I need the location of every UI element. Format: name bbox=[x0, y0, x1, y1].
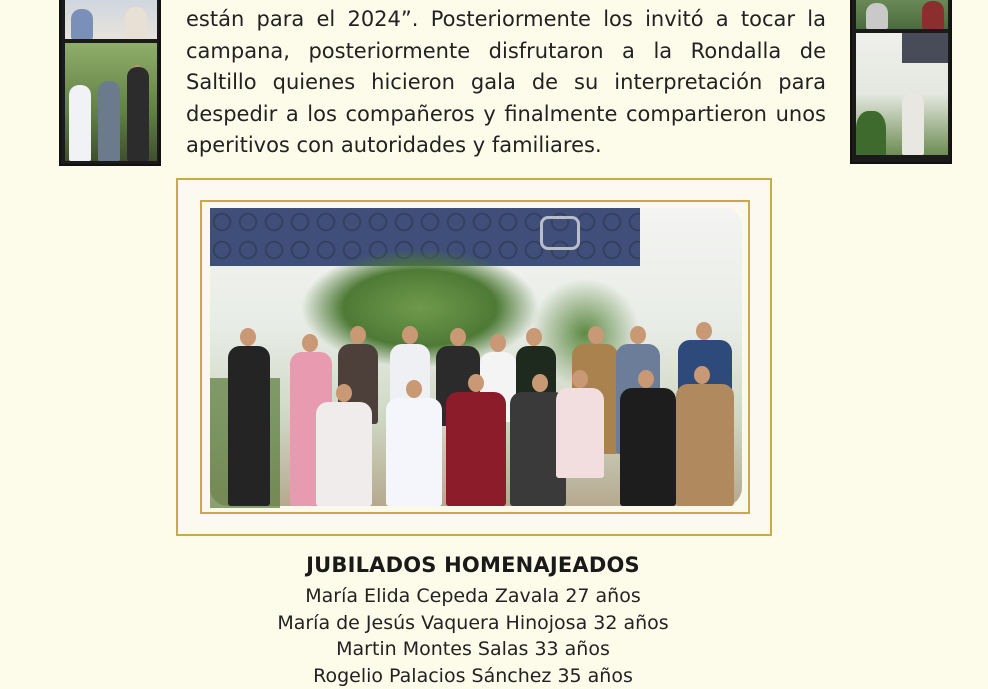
paragraph-line: despedir a los compañeros y finalmente compartieron unos bbox=[186, 99, 826, 131]
strip-photo bbox=[65, 0, 157, 39]
list-item: María de Jesús Vaquera Hinojosa 32 años bbox=[0, 610, 946, 637]
honorees-heading: JUBILADOS HOMENAJEADOS bbox=[0, 553, 946, 577]
photo-frame-outer bbox=[176, 178, 772, 536]
group-photo bbox=[210, 208, 742, 506]
list-item: Rogelio Palacios Sánchez 35 años bbox=[0, 663, 946, 689]
paragraph-line: campana, posteriormente disfrutaron a la Rondalla de bbox=[186, 36, 826, 68]
paragraph-line: aperitivos con autoridades y familiares. bbox=[186, 130, 826, 162]
strip-photo bbox=[65, 43, 157, 161]
paragraph-line: están para el 2024”. Posteriormente los invitó a tocar la bbox=[186, 4, 826, 36]
strip-photo bbox=[856, 33, 948, 155]
strip-photo bbox=[856, 0, 948, 29]
list-item: Martin Montes Salas 33 años bbox=[0, 636, 946, 663]
paragraph-line: Saltillo quienes hicieron gala de su interpretación para bbox=[186, 67, 826, 99]
right-photo-strip bbox=[850, 0, 952, 164]
article-paragraph bbox=[186, 4, 826, 162]
list-item: María Elida Cepeda Zavala 27 años bbox=[0, 583, 946, 610]
left-photo-strip bbox=[59, 0, 161, 166]
photo-frame-inner bbox=[200, 200, 750, 514]
honorees-list bbox=[0, 583, 946, 689]
